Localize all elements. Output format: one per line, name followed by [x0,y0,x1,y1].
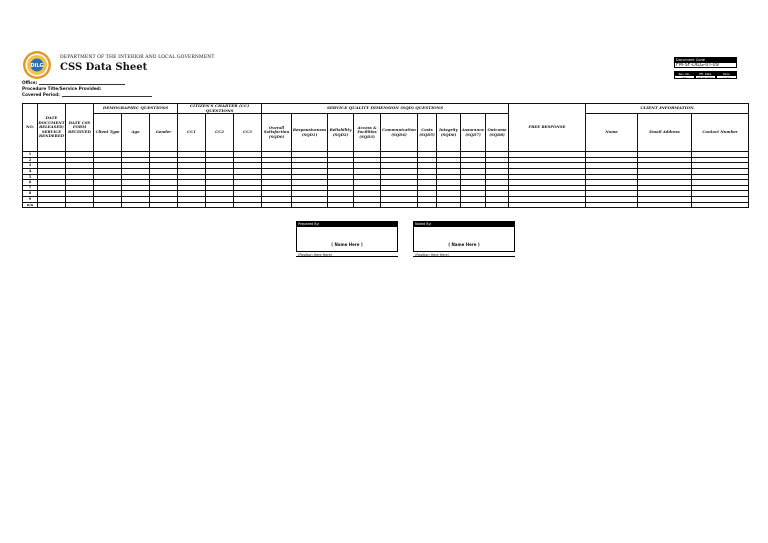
css-data-table [22,103,749,208]
row-number: n/a [23,202,38,208]
age-header: Age [122,114,150,152]
eff-date-value: 18.08.2022 [695,75,716,79]
date-released-header: DATE DOCUMENT RELEASED/ SERVICE RENDERED [38,104,66,152]
table-cell[interactable] [292,202,328,208]
sqd8-header: Outcome (SQD8) [486,114,509,152]
table-cell[interactable] [381,202,418,208]
table-cell[interactable] [206,202,234,208]
table-row [23,202,749,208]
sqd1-header: Responsiveness (SQD1) [292,114,328,152]
name-header: Name [586,114,638,152]
table-cell[interactable] [509,202,586,208]
prepared-by-position: (Position Here Here) [296,251,398,257]
table-body [23,152,749,208]
table-cell[interactable] [328,202,354,208]
table-cell[interactable] [66,202,94,208]
cc3-header: CC3 [234,114,262,152]
sqd4-header: Communication (SQD4) [381,114,418,152]
prepared-by-box [296,221,398,257]
table-cell[interactable] [262,202,292,208]
document-code-value: FM-SF-DILG-0T-09 [674,62,737,68]
page-label: Page [716,71,737,75]
rev-no-value: 00 [674,75,695,79]
row-number: 9 [23,196,38,202]
contact-header: Contact Number [692,114,749,152]
table-cell[interactable] [94,202,122,208]
table-cell[interactable] [354,202,381,208]
row-number: 2 [23,157,38,163]
noted-by-name: ( Name Here ) [448,242,480,247]
prepared-by-name: ( Name Here ) [331,242,363,247]
noted-by-position: (Position Here Here) [413,251,515,257]
no-header: NO. [23,104,38,152]
noted-by-signature-area[interactable] [413,227,515,251]
eff-date-label: Eff. Date [695,71,716,75]
sqd2-header: Reliability (SQD2) [328,114,354,152]
rev-no-label: Rev. No. [674,71,695,75]
document-code-label: Document Code [674,57,737,62]
page-title: CSS Data Sheet [60,62,148,73]
table-cell[interactable] [122,202,150,208]
table-cell[interactable] [418,202,437,208]
free-response-header: FREE RESPONSE [509,104,586,152]
sqd6-header: Integrity (SQD6) [437,114,461,152]
email-header: Email Address [638,114,692,152]
row-number: 7 [23,185,38,191]
sqd-group-header: SERVICE QUALITY DIMENSION (SQD) QUESTIONS [262,104,509,114]
date-received-header: DATE CSS FORM RECEIVED [66,104,94,152]
table-cell[interactable] [38,202,66,208]
row-number: 1 [23,152,38,158]
client-group-header: CLIENT INFORMATION [586,104,749,114]
office-field[interactable]: Office: [22,80,125,85]
table-cell[interactable] [437,202,461,208]
sqd3-header: Access & Facilities (SQD3) [354,114,381,152]
period-field[interactable]: Covered Period: [22,92,152,97]
row-number: 6 [23,180,38,186]
gender-header: Gender [150,114,178,152]
svg-text:DILG: DILG [30,63,44,69]
table-cell[interactable] [178,202,206,208]
prepared-by-signature-area[interactable] [296,227,398,251]
sqd5-header: Costs (SQD5) [418,114,437,152]
table-cell[interactable] [586,202,638,208]
sqd7-header: Assurance (SQD7) [461,114,486,152]
row-number: 5 [23,174,38,180]
row-number: 3 [23,163,38,169]
department-name: DEPARTMENT OF THE INTERIOR AND LOCAL GOVERNMENT [60,55,215,60]
procedure-field[interactable]: Procedure Title/Service Provided: [22,86,102,91]
table-cell[interactable] [150,202,178,208]
document-code-box [674,57,737,79]
noted-by-label: Noted By: [413,221,515,227]
charter-group-header: CITIZEN'S CHARTER (CC) QUESTIONS [178,104,262,114]
table-cell[interactable] [234,202,262,208]
row-number: 4 [23,168,38,174]
demographic-group-header: DEMOGRAPHIC QUESTIONS [94,104,178,114]
noted-by-box [413,221,515,257]
table-cell[interactable] [638,202,692,208]
sqd0-header: Overall Satisfaction (SQD0) [262,114,292,152]
table-cell[interactable] [486,202,509,208]
row-number: 8 [23,191,38,197]
prepared-by-label: Prepared By: [296,221,398,227]
dilg-logo [22,50,52,80]
cc2-header: CC2 [206,114,234,152]
table-cell[interactable] [692,202,749,208]
page-value: 1 of 1 [716,75,737,79]
table-cell[interactable] [461,202,486,208]
cc1-header: CC1 [178,114,206,152]
client-type-header: Client Type [94,114,122,152]
